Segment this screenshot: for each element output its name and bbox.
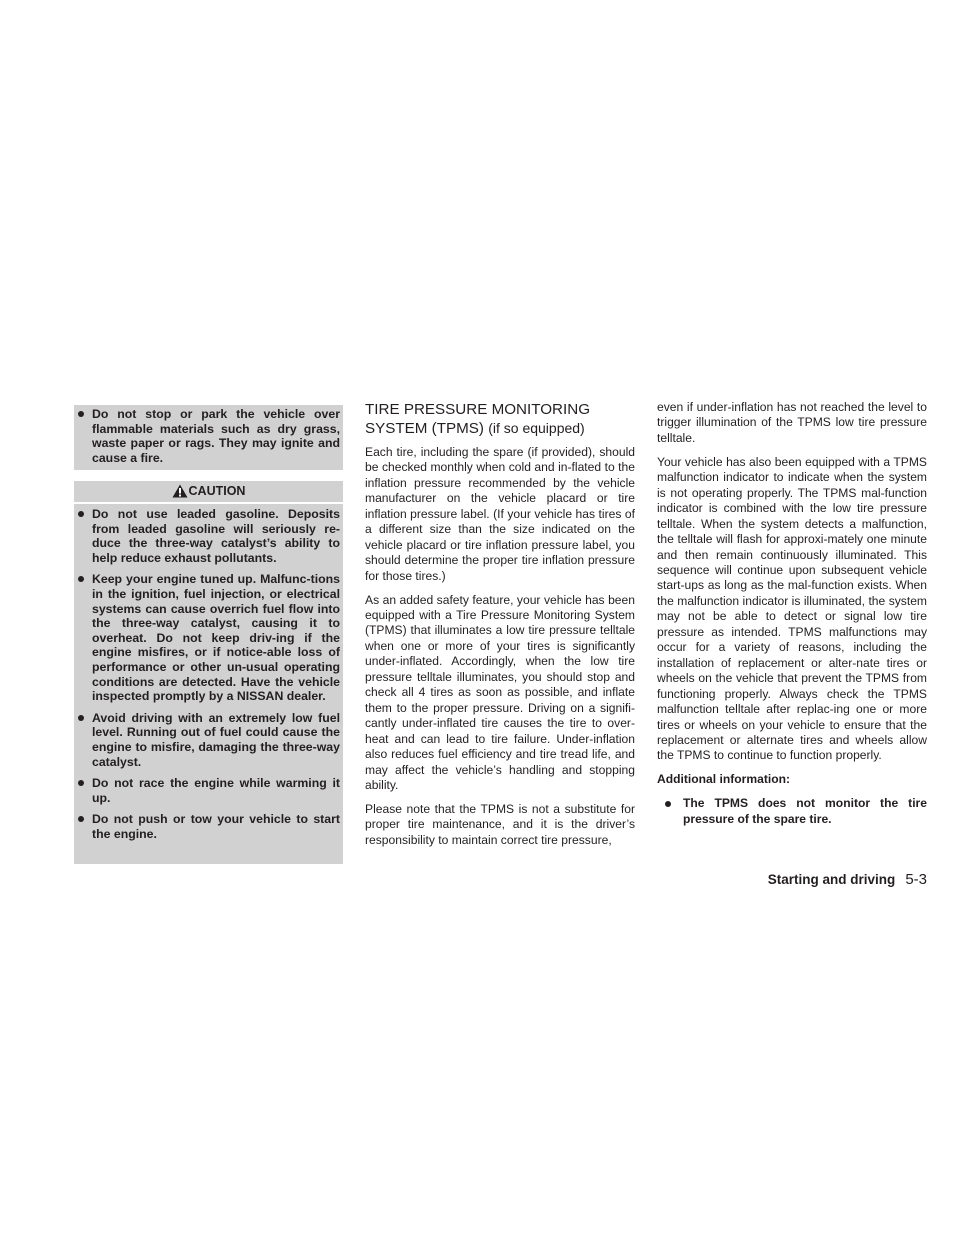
heading-suffix: (if so equipped) xyxy=(488,420,585,436)
paragraph: Please note that the TPMS is not a substitute for proper tire maintenance, and it is the driver’s responsibility to maintain correct tire pressure, xyxy=(365,801,635,847)
list-item: Do not push or tow your vehicle to start the engine. xyxy=(74,812,340,841)
list-item: Keep your engine tuned up. Malfunc-tions in the ignition, fuel injection, or electrical systems can cause overrich fuel flow into the three-way catalyst, causing it to overheat. Do not keep driv-ing if the engine misfires, or if notice-able loss of performance or other un-usual operating conditions are detected. Have the vehicle inspected promptly by a NISSAN dealer. xyxy=(74,572,340,703)
list-item: Do not stop or park the vehicle over flammable materials such as dry grass, waste paper or rags. They may ignite and cause a fire. xyxy=(74,407,340,465)
caution-header xyxy=(74,481,343,502)
right-column xyxy=(657,400,927,834)
paragraph: As an added safety feature, your vehicle has been equipped with a Tire Pressure Monitoring System (TPMS) that illuminates a low tire pressure telltale when one or more of your tires is significantly under-inflated. Accordingly, when the low tire pressure telltale illuminates, you should stop and check all 4 tires as soon as possible, and inflate them to the proper pressure. Driving on a signifi-cantly under-inflated tire causes the tire to over-heat and can lead to tire failure. Under-inflation also reduces fuel efficiency and tire tread life, and may affect the vehicle’s handling and stopping ability. xyxy=(365,592,635,793)
additional-info-heading: Additional information: xyxy=(657,772,791,787)
paragraph: even if under-inflation has not reached the level to trigger illumination of the TPMS low tire pressure telltale. xyxy=(657,400,927,445)
paragraph: Your vehicle has also been equipped with a TPMS malfunction indicator to indicate when the system is not operating properly. The TPMS mal-function indicator is combined with the low tire pressure telltale. When the system detects a malfunction, the telltale will flash for approxi-mately one minute and then remain continuously illuminated. This sequence will continue upon subsequent vehicle start-ups as long as the mal-function exists. When the malfunction indicator is illuminated, the system may not be able to detect or signal low tire pressure as intended. TPMS malfunctions may occur for a variety of reasons, including the installation of replacement or alter-nate tires or wheels on the vehicle that prevent the TPMS from functioning properly. Always check the TPMS malfunction telltale after replac-ing one or more tires or wheels on your vehicle to ensure that the replacement or alternate tires and wheels allow the TPMS to continue to function properly. xyxy=(657,454,927,763)
footer-section: Starting and driving xyxy=(767,872,896,887)
warning-triangle-icon xyxy=(172,484,188,498)
list-item: Do not use leaded gasoline. Deposits from leaded gasoline will seriously re-duce the three-way catalyst’s ability to help reduce exhaust pollutants. xyxy=(74,507,340,565)
page-footer xyxy=(768,871,927,889)
section-heading xyxy=(365,400,635,438)
list-item: Do not race the engine while warming it up. xyxy=(74,776,340,805)
heading-text: TIRE PRESSURE MONITORING SYSTEM (TPMS) xyxy=(365,401,591,437)
middle-column xyxy=(365,400,635,857)
list-item: Avoid driving with an extremely low fuel level. Running out of fuel could cause the engine to misfire, damaging the three-way catalyst. xyxy=(74,711,340,769)
paragraph: Each tire, including the spare (if provided), should be checked monthly when cold and in-flated to the inflation pressure recommended by the vehicle manufacturer on the vehicle placard or tire inflation pressure label. (If your vehicle has tires of a different size than the size indicated on the vehicle placard or tire inflation pressure label, you should determine the proper tire inflation pressure for those tires.) xyxy=(365,445,635,583)
additional-info-list xyxy=(657,796,927,827)
caution-box xyxy=(74,504,343,864)
warning-box xyxy=(74,405,343,470)
list-item: The TPMS does not monitor the tire pressure of the spare tire. xyxy=(657,796,927,827)
warning-list xyxy=(74,407,340,465)
page-number: 5-3 xyxy=(905,871,927,888)
caution-title: CAUTION xyxy=(188,484,246,498)
caution-list xyxy=(74,507,340,841)
